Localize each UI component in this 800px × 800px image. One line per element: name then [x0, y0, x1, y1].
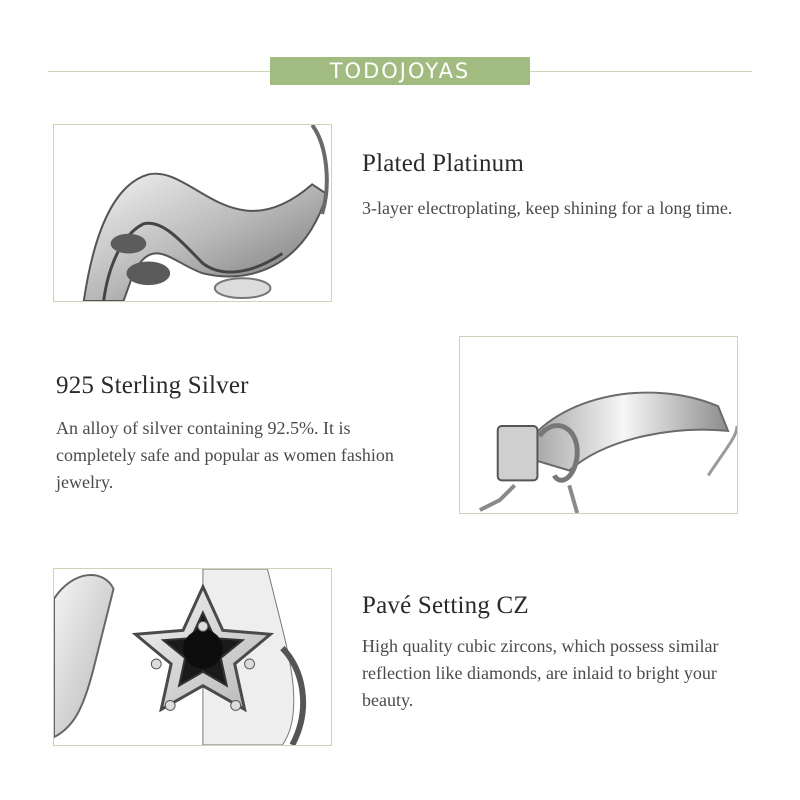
feature-image-sterling-silver — [459, 336, 738, 514]
black-star-zircon-icon — [54, 569, 331, 745]
feature-image-pave-setting — [53, 568, 332, 746]
feature-description: An alloy of silver containing 92.5%. It is completely safe and popular as women fashion jewelry. — [56, 418, 394, 492]
brand-banner: TODOJOYAS — [270, 57, 530, 85]
feature-title: Plated Platinum — [362, 150, 525, 177]
header-line-left — [48, 71, 270, 72]
header-line-right — [530, 71, 752, 72]
feature-title: Pavé Setting CZ — [362, 592, 529, 619]
feature-title: 925 Sterling Silver — [56, 372, 249, 399]
feature-pave-setting — [362, 592, 762, 714]
silver-ring-closeup-icon — [54, 125, 331, 301]
feature-sterling-silver — [56, 372, 426, 496]
silver-clasp-chain-icon — [460, 337, 737, 513]
feature-description: High quality cubic zircons, which possess similar reflection like diamonds, are inlaid to bright your beauty. — [362, 636, 719, 710]
feature-description: 3-layer electroplating, keep shining for a long time. — [362, 198, 733, 218]
feature-plated-platinum — [362, 150, 762, 222]
feature-image-plated-platinum — [53, 124, 332, 302]
